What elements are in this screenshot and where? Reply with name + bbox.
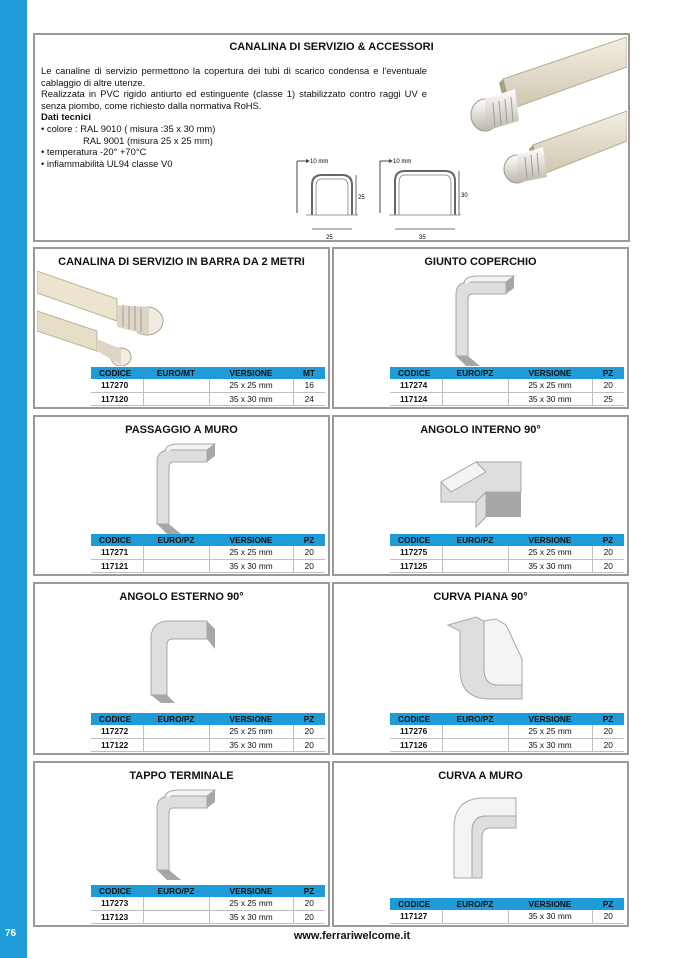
product-image	[137, 609, 227, 704]
product-title: CURVA PIANA 90°	[433, 591, 528, 603]
product-image	[137, 788, 227, 883]
table-row	[390, 559, 624, 572]
version-cell: 25 x 25 mm	[209, 725, 293, 738]
code-cell: 117271	[91, 546, 143, 559]
column-header: EURO/PZ	[442, 713, 508, 725]
column-header: VERSIONE	[209, 367, 293, 379]
product-image	[137, 442, 227, 537]
price-cell	[442, 379, 508, 392]
column-header: VERSIONE	[209, 885, 293, 897]
product-box	[33, 247, 330, 409]
product-image	[436, 442, 526, 537]
product-image	[436, 788, 526, 883]
product-table	[390, 534, 624, 573]
column-header: VERSIONE	[508, 534, 592, 546]
code-cell: 117122	[91, 738, 143, 751]
sidebar-title	[0, 0, 27, 958]
code-cell: 117125	[390, 559, 442, 572]
product-image	[436, 609, 526, 704]
quantity-cell: 25	[592, 392, 624, 405]
table-row	[91, 738, 325, 751]
price-cell	[143, 738, 209, 751]
product-table	[91, 885, 325, 924]
channel-product-photo	[455, 37, 627, 189]
specs-heading: Dati tecnici	[41, 111, 92, 123]
code-cell: 117274	[390, 379, 442, 392]
column-header: PZ	[592, 534, 624, 546]
code-cell: 117121	[91, 559, 143, 572]
code-cell: 117127	[390, 910, 442, 923]
column-header: EURO/PZ	[442, 534, 508, 546]
version-cell: 35 x 30 mm	[209, 392, 293, 405]
price-cell	[143, 546, 209, 559]
column-header: CODICE	[91, 367, 143, 379]
column-header: VERSIONE	[508, 898, 592, 910]
column-header: VERSIONE	[209, 713, 293, 725]
table-row	[390, 546, 624, 559]
product-title: GIUNTO COPERCHIO	[424, 256, 537, 268]
spec-color-1: • colore : RAL 9010 ( misura :35 x 30 mm)	[41, 122, 216, 134]
table-row	[390, 910, 624, 923]
column-header: VERSIONE	[209, 534, 293, 546]
price-cell	[143, 910, 209, 923]
quantity-cell: 20	[293, 897, 325, 910]
column-header: CODICE	[91, 885, 143, 897]
price-cell	[143, 392, 209, 405]
intro-paragraph-1: Le canaline di servizio permettono la copertura dei tubi di scarico condensa e l'eventuale cablaggio di altre utenze.	[41, 65, 427, 88]
table-row	[390, 725, 624, 738]
version-cell: 35 x 30 mm	[508, 738, 592, 751]
column-header: PZ	[293, 885, 325, 897]
pipe-icon-upper	[471, 89, 519, 131]
pipe-icon-lower	[504, 147, 547, 183]
product-table	[91, 367, 325, 406]
column-header: CODICE	[91, 713, 143, 725]
version-cell: 25 x 25 mm	[209, 546, 293, 559]
table-header-row	[390, 367, 624, 379]
spec-color-2: RAL 9001 (misura 25 x 25 mm)	[83, 134, 213, 146]
table-row	[91, 910, 325, 923]
code-cell: 117275	[390, 546, 442, 559]
price-cell	[442, 392, 508, 405]
table-row	[91, 379, 325, 392]
product-box	[33, 582, 330, 755]
column-header: PZ	[293, 713, 325, 725]
diagram-large-top-label: 10 mm	[393, 159, 412, 165]
product-box	[332, 415, 629, 576]
diagram-large-width-label: 35	[419, 235, 426, 241]
spec-temperature: • temperatura -20° +70°C	[41, 146, 147, 158]
quantity-cell: 20	[293, 738, 325, 751]
table-row	[390, 392, 624, 405]
column-header: EURO/PZ	[143, 534, 209, 546]
quantity-cell: 20	[293, 910, 325, 923]
price-cell	[442, 725, 508, 738]
version-cell: 35 x 30 mm	[508, 559, 592, 572]
quantity-cell: 20	[592, 910, 624, 923]
product-title: CANALINA DI SERVIZIO IN BARRA DA 2 METRI	[58, 256, 305, 268]
product-box	[332, 582, 629, 755]
version-cell: 25 x 25 mm	[508, 546, 592, 559]
price-cell	[442, 559, 508, 572]
version-cell: 35 x 30 mm	[209, 910, 293, 923]
table-header-row	[390, 534, 624, 546]
table-row	[91, 392, 325, 405]
code-cell: 117126	[390, 738, 442, 751]
version-cell: 25 x 25 mm	[508, 379, 592, 392]
product-table	[91, 713, 325, 752]
code-cell: 117124	[390, 392, 442, 405]
product-box	[33, 415, 330, 576]
diagram-small-width-label: 25	[326, 235, 333, 241]
product-title: PASSAGGIO A MURO	[125, 424, 238, 436]
price-cell	[143, 559, 209, 572]
price-cell	[143, 897, 209, 910]
spec-flammability: • infiammabilità UL94 classe V0	[41, 157, 173, 169]
quantity-cell: 20	[592, 379, 624, 392]
quantity-cell: 20	[592, 546, 624, 559]
table-header-row	[91, 713, 325, 725]
footer-url[interactable]: www.ferrariwelcome.it	[293, 930, 411, 942]
dimension-diagram-small	[292, 153, 372, 243]
diagram-large-height-label: 30	[461, 193, 468, 199]
product-title: ANGOLO ESTERNO 90°	[119, 591, 244, 603]
column-header: CODICE	[390, 898, 442, 910]
quantity-cell: 24	[293, 392, 325, 405]
price-cell	[143, 725, 209, 738]
code-cell: 117272	[91, 725, 143, 738]
column-header: EURO/MT	[143, 367, 209, 379]
table-row	[390, 379, 624, 392]
price-cell	[442, 546, 508, 559]
version-cell: 35 x 30 mm	[209, 738, 293, 751]
price-cell	[143, 379, 209, 392]
version-cell: 35 x 30 mm	[508, 392, 592, 405]
version-cell: 35 x 30 mm	[508, 910, 592, 923]
product-title: ANGOLO INTERNO 90°	[420, 424, 541, 436]
column-header: EURO/PZ	[442, 367, 508, 379]
version-cell: 25 x 25 mm	[508, 725, 592, 738]
quantity-cell: 20	[293, 725, 325, 738]
column-header: PZ	[592, 713, 624, 725]
product-box	[332, 247, 629, 409]
table-header-row	[390, 713, 624, 725]
quantity-cell: 20	[592, 725, 624, 738]
quantity-cell: 20	[293, 546, 325, 559]
table-row	[91, 559, 325, 572]
intro-box	[33, 33, 630, 242]
table-row	[91, 546, 325, 559]
column-header: EURO/PZ	[442, 898, 508, 910]
column-header: EURO/PZ	[143, 885, 209, 897]
column-header: MT	[293, 367, 325, 379]
intro-title: CANALINA DI SERVIZIO & ACCESSORI	[229, 41, 434, 53]
product-title: CURVA A MURO	[438, 770, 523, 782]
column-header: CODICE	[390, 713, 442, 725]
column-header: VERSIONE	[508, 367, 592, 379]
quantity-cell: 16	[293, 379, 325, 392]
product-table	[390, 367, 624, 406]
diagram-small-height-label: 25	[358, 195, 365, 201]
code-cell: 117273	[91, 897, 143, 910]
product-image	[436, 274, 526, 369]
page-number: 76	[5, 928, 17, 939]
column-header: CODICE	[390, 367, 442, 379]
price-cell	[442, 738, 508, 751]
product-table	[91, 534, 325, 573]
quantity-cell: 20	[293, 559, 325, 572]
column-header: PZ	[592, 367, 624, 379]
table-row	[91, 897, 325, 910]
column-header: EURO/PZ	[143, 713, 209, 725]
table-header-row	[390, 898, 624, 910]
column-header: CODICE	[390, 534, 442, 546]
version-cell: 25 x 25 mm	[209, 379, 293, 392]
intro-paragraph-2: Realizzata in PVC rigido antiurto ed estinguente (classe 1) stabilizzato contro raggi UV e senza piombo, come richiesto dalla normativa RoHS.	[41, 88, 427, 111]
code-cell: 117270	[91, 379, 143, 392]
product-title: TAPPO TERMINALE	[129, 770, 234, 782]
code-cell: 117123	[91, 910, 143, 923]
table-header-row	[91, 534, 325, 546]
product-image	[37, 271, 177, 366]
version-cell: 35 x 30 mm	[209, 559, 293, 572]
diagram-small-top-label: 10 mm	[310, 159, 329, 165]
table-header-row	[91, 885, 325, 897]
quantity-cell: 20	[592, 738, 624, 751]
column-header: PZ	[592, 898, 624, 910]
price-cell	[442, 910, 508, 923]
table-header-row	[91, 367, 325, 379]
column-header: PZ	[293, 534, 325, 546]
quantity-cell: 20	[592, 559, 624, 572]
dimension-diagram-large	[375, 153, 475, 243]
table-row	[91, 725, 325, 738]
code-cell: 117120	[91, 392, 143, 405]
table-row	[390, 738, 624, 751]
column-header: VERSIONE	[508, 713, 592, 725]
product-box	[332, 761, 629, 927]
product-table	[390, 713, 624, 752]
column-header: CODICE	[91, 534, 143, 546]
product-box	[33, 761, 330, 927]
product-table	[390, 898, 624, 924]
code-cell: 117276	[390, 725, 442, 738]
version-cell: 25 x 25 mm	[209, 897, 293, 910]
